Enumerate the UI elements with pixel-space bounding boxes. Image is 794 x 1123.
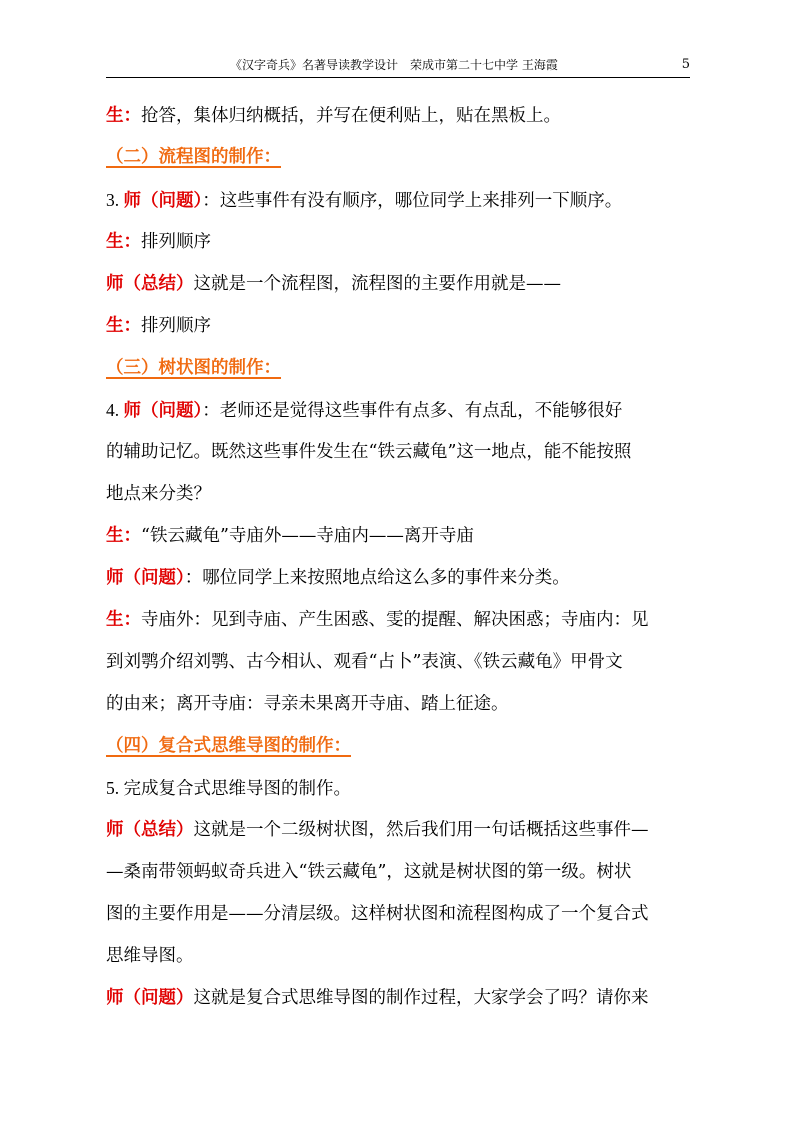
text-line: [106, 563, 570, 593]
item-number: 3.: [106, 190, 124, 210]
body-text: 图的主要作用是——分清层级。这样树状图和流程图构成了一个复合式: [106, 904, 649, 924]
speaker-label: 师（总结）: [106, 820, 194, 840]
body-text: 思维导图。: [106, 946, 194, 966]
body-text: 抢答，集体归纳概括，并写在便利贴上，贴在黑板上。: [141, 106, 561, 126]
page-header: [106, 55, 690, 78]
text-line: [106, 899, 649, 929]
section-heading: （三）树状图的制作：: [106, 358, 281, 378]
body-text: ：这些事件有没有顺序，哪位同学上来排列一下顺序。: [202, 191, 623, 211]
text-line: [106, 142, 281, 172]
header-title: 《汉字奇兵》名著导读教学设计 荣成市第二十七中学 王海霞: [230, 58, 558, 72]
text-line: [106, 605, 649, 635]
speaker-label: 生：: [106, 232, 141, 252]
body-text: 的辅助记忆。既然这些事件发生在“铁云藏龟”这一地点，能不能按照: [106, 442, 632, 462]
text-line: [106, 227, 211, 257]
body-text: 完成复合式思维导图的制作。: [123, 779, 351, 799]
speaker-label: 生：: [106, 526, 141, 546]
item-number: 4.: [106, 400, 124, 420]
text-line: [106, 857, 631, 887]
body-text: 到刘鹗介绍刘鹗、古今相认、观看“占卜”表演、《铁云藏龟》甲骨文: [106, 652, 623, 672]
speaker-label: 师（总结）: [106, 274, 194, 294]
body-text: 地点来分类？: [106, 484, 211, 504]
text-line: [106, 689, 509, 719]
speaker-label: 师（问题）: [123, 401, 203, 421]
text-line: [106, 731, 351, 761]
text-line: [106, 437, 631, 467]
body-text: 的由来；离开寺庙：寻亲未果离开寺庙、踏上征途。: [106, 694, 509, 714]
text-line: [106, 311, 211, 341]
section-heading: （二）流程图的制作：: [106, 147, 281, 167]
section-heading: （四）复合式思维导图的制作：: [106, 736, 351, 756]
speaker-label: 生：: [106, 106, 141, 126]
speaker-label: 生：: [106, 610, 141, 630]
page-number: 5: [681, 57, 690, 72]
body-text: 寺庙外：见到寺庙、产生困惑、雯的提醒、解决困惑；寺庙内：见: [141, 610, 649, 630]
text-line: [106, 479, 211, 509]
body-text: 这就是一个流程图，流程图的主要作用就是——: [193, 274, 561, 294]
body-text: ：哪位同学上来按照地点给这么多的事件来分类。: [184, 568, 570, 588]
body-text: 这就是一个二级树状图，然后我们用一句话概括这些事件—: [193, 820, 649, 840]
body-text: 这就是复合式思维导图的制作过程，大家学会了吗？请你来: [193, 988, 649, 1008]
body-text: “铁云藏龟”寺庙外——寺庙内——离开寺庙: [141, 526, 474, 546]
speaker-label: 师（问题）: [106, 568, 185, 588]
speaker-label: 生：: [106, 316, 141, 336]
text-line: [106, 647, 623, 677]
speaker-label: 师（问题）: [123, 191, 203, 211]
text-line: [106, 395, 622, 425]
body-text: 排列顺序: [141, 232, 211, 252]
speaker-label: 师（问题）: [106, 988, 194, 1008]
body-text: 排列顺序: [141, 316, 211, 336]
text-line: [106, 815, 649, 845]
item-number: 5.: [106, 778, 124, 798]
text-line: [106, 185, 622, 215]
text-line: [106, 983, 649, 1013]
text-line: [106, 941, 194, 971]
text-line: [106, 521, 474, 551]
text-line: [106, 353, 281, 383]
text-line: [106, 269, 561, 299]
body-text: ：老师还是觉得这些事件有点多、有点乱，不能够很好: [202, 401, 623, 421]
body-text: —桑南带领蚂蚁奇兵进入“铁云藏龟”，这就是树状图的第一级。树状: [106, 862, 632, 882]
text-line: [106, 101, 561, 131]
text-line: [106, 773, 351, 803]
